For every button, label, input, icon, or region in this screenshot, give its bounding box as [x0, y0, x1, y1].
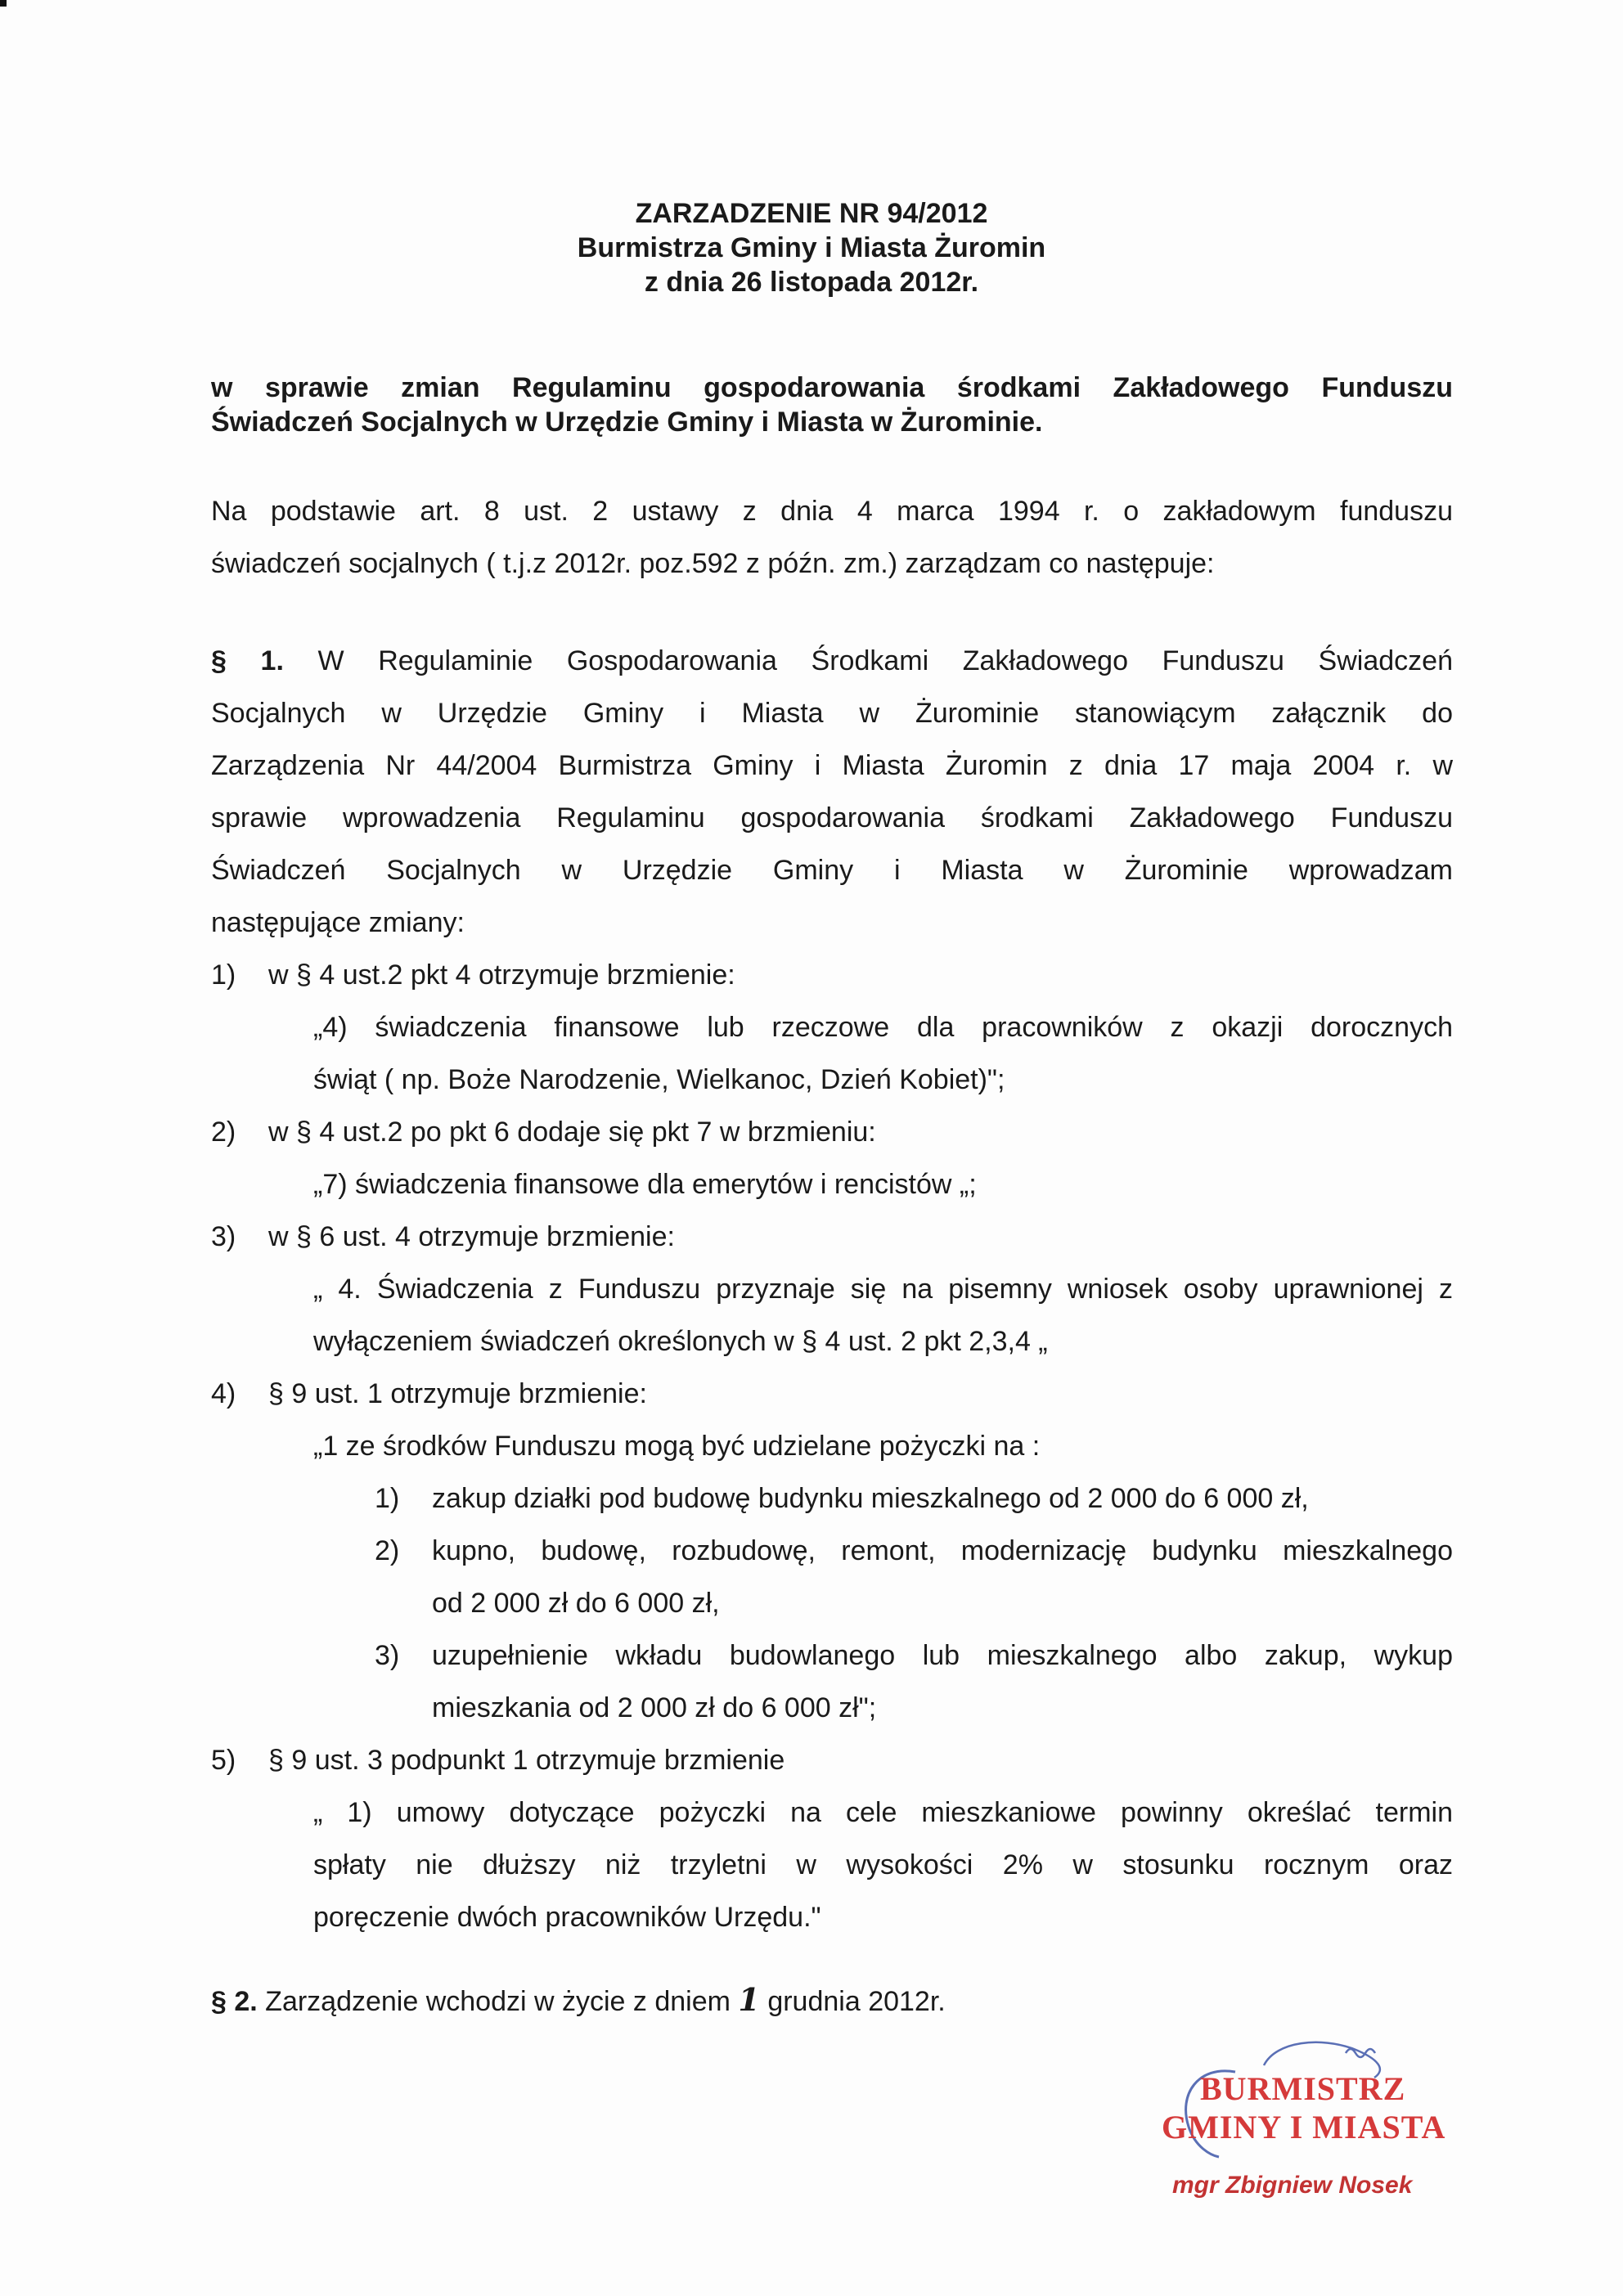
loan-purpose-text: od 2 000 zł do 6 000 zł,: [432, 1588, 720, 1619]
loan-purpose-item: [375, 1525, 1453, 1629]
legal-basis-line-2: świadczeń socjalnych ( t.j.z 2012r. poz.592 z późn. zm.) zarządzam co następuje:: [211, 548, 1215, 579]
scan-corner-mark: [0, 0, 7, 7]
amendment-quote-line: spłaty nie dłuższy niż trzyletni w wysokości 2% w stosunku rocznym oraz: [313, 1849, 1453, 1880]
section-1-line-1: [211, 635, 1453, 687]
section-1-mark: § 1.: [211, 645, 284, 676]
amendment-quote-line: wyłączeniem świadczeń określonych w § 4 ust. 2 pkt 2,3,4 „: [313, 1326, 1048, 1357]
document-issuer: Burmistrza Gminy i Miasta Żuromin: [577, 232, 1046, 263]
document-subject: [211, 371, 1453, 439]
handwritten-day: 1: [738, 1981, 760, 2018]
amendment-number: 3): [211, 1221, 236, 1252]
legal-basis: [211, 485, 1453, 590]
amendment-list: [211, 949, 1453, 1943]
legal-basis-line-1: Na podstawie art. 8 ust. 2 ustawy z dnia 4 marca 1994 r. o zakładowym funduszu: [211, 496, 1453, 527]
subject-line-2: Świadczeń Socjalnych w Urzędzie Gminy i Miasta w Żurominie.: [211, 407, 1043, 438]
document-date: z dnia 26 listopada 2012r.: [644, 267, 979, 298]
amendment-number: 5): [211, 1745, 236, 1776]
amendment-text: w § 4 ust.2 pkt 4 otrzymuje brzmienie:: [268, 959, 735, 991]
amendment-text: § 9 ust. 3 podpunkt 1 otrzymuje brzmienie: [268, 1745, 785, 1776]
section-2-text: Zarządzenie wchodzi w życie z dniem: [265, 1986, 731, 2017]
loan-purpose-number: 3): [375, 1640, 400, 1671]
section-1-line-4: sprawie wprowadzenia Regulaminu gospodarowania środkami Zakładowego Funduszu: [211, 802, 1453, 833]
amendment-text: w § 6 ust. 4 otrzymuje brzmienie:: [268, 1221, 675, 1252]
amendment-number: 1): [211, 959, 236, 991]
section-1-line-1-text: W Regulaminie Gospodarowania Środkami Zakładowego Funduszu Świadczeń: [317, 645, 1453, 676]
loan-purpose-item: [375, 1472, 1453, 1525]
amendment-quote-line: świąt ( np. Boże Narodzenie, Wielkanoc, Dzień Kobiet)";: [313, 1064, 1005, 1095]
amendment-item-2: [211, 1106, 1453, 1211]
amendment-item-4: [211, 1368, 1453, 1734]
amendment-item-1: [211, 949, 1453, 1106]
amendment-quote-line: „ 1) umowy dotyczące pożyczki na cele mieszkaniowe powinny określać termin: [313, 1797, 1453, 1828]
amendment-item-3: [211, 1211, 1453, 1368]
loan-purpose-text: kupno, budowę, rozbudowę, remont, modernizację budynku mieszkalnego: [432, 1535, 1453, 1566]
loan-purpose-text: mieszkania od 2 000 zł do 6 000 zł";: [432, 1692, 877, 1723]
amendment-quote-line: poręczenie dwóch pracowników Urzędu.": [313, 1902, 821, 1933]
section-1: [211, 635, 1453, 949]
stamp-office: GMINY I MIASTA: [1162, 2109, 1446, 2145]
loan-purpose-item: [375, 1629, 1453, 1734]
loan-purpose-number: 1): [375, 1483, 400, 1514]
section-1-line-3: Zarządzenia Nr 44/2004 Burmistrza Gminy i Miasta Żuromin z dnia 17 maja 2004 r. w: [211, 750, 1453, 781]
amendment-number: 4): [211, 1378, 236, 1409]
document-title: ZARZADZENIE NR 94/2012: [635, 198, 988, 229]
amendment-quote-line: „4) świadczenia finansowe lub rzeczowe dla pracowników z okazji dorocznych: [313, 1012, 1453, 1043]
section-1-line-5: Świadczeń Socjalnych w Urzędzie Gminy i Miasta w Żurominie wprowadzam: [211, 855, 1453, 886]
section-1-line-6: następujące zmiany:: [211, 907, 465, 938]
amendment-text: § 9 ust. 1 otrzymuje brzmienie:: [268, 1378, 647, 1409]
section-2-mark: § 2.: [211, 1986, 258, 2017]
amendment-quote-line: „1 ze środków Funduszu mogą być udzielane pożyczki na :: [313, 1431, 1041, 1462]
mayor-stamp: [1141, 2033, 1452, 2199]
stamp-name: mgr Zbigniew Nosek: [1172, 2172, 1413, 2199]
amendment-quote-line: „7) świadczenia finansowe dla emerytów i rencistów „;: [313, 1169, 977, 1200]
amendment-quote-line: „ 4. Świadczenia z Funduszu przyznaje się na pisemny wniosek osoby uprawnionej z: [313, 1274, 1453, 1305]
subject-line-1: w sprawie zmian Regulaminu gospodarowania środkami Zakładowego Funduszu: [211, 372, 1453, 403]
loan-purpose-text: zakup działki pod budowę budynku mieszkalnego od 2 000 do 6 000 zł,: [432, 1483, 1309, 1514]
loan-purpose-number: 2): [375, 1535, 400, 1566]
stamp-title: BURMISTRZ: [1200, 2070, 1406, 2107]
amendment-number: 2): [211, 1117, 236, 1148]
loan-purpose-text: uzupełnienie wkładu budowlanego lub mieszkalnego albo zakup, wykup: [432, 1640, 1453, 1671]
amendment-text: w § 4 ust.2 po pkt 6 dodaje się pkt 7 w brzmieniu:: [268, 1117, 876, 1148]
section-1-line-2: Socjalnych w Urzędzie Gminy i Miasta w Żurominie stanowiącym załącznik do: [211, 698, 1453, 729]
amendment-item-5: [211, 1734, 1453, 1943]
document-header: [0, 196, 1623, 299]
section-2-text-end: grudnia 2012r.: [767, 1986, 946, 2017]
section-2: [211, 1974, 946, 2028]
